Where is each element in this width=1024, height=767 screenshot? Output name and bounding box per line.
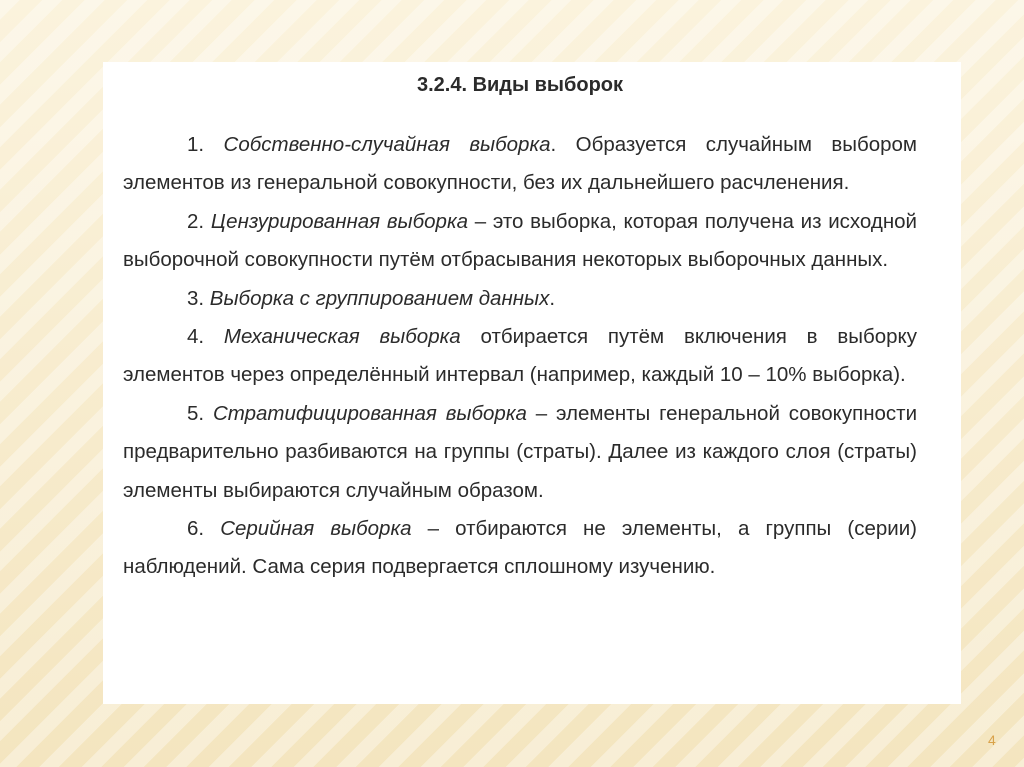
- item-separator: –: [411, 517, 456, 541]
- item-text: элементы генеральной совокупности предварительно разбиваются на группы (страты). Далее из каждого слоя (страты) элементы выбираются случайным образом.: [123, 401, 918, 502]
- paragraph-5: [123, 395, 917, 510]
- item-number: 1.: [187, 133, 224, 156]
- item-separator: .: [549, 286, 556, 310]
- item-number: 2.: [187, 209, 211, 233]
- item-separator: [461, 325, 481, 348]
- item-text: Образуется случайным выбором элементов из генеральной совокупности, без их дальнейшего расчленения.: [123, 133, 917, 195]
- item-text: отбираются не элементы, а группы (серии) наблюдений. Сама серия подвергается сплошному изучению.: [123, 517, 917, 579]
- item-term: Механическая выборка: [223, 325, 461, 349]
- item-separator: –: [526, 401, 556, 425]
- paragraph-4: [123, 318, 917, 395]
- item-number: 5.: [187, 401, 213, 425]
- paragraph-6: [123, 510, 917, 587]
- item-separator: .: [550, 133, 576, 156]
- item-term: Цензурированная выборка: [210, 209, 469, 233]
- item-number: 3.: [187, 286, 210, 310]
- item-term: Стратифицированная выборка: [212, 401, 527, 425]
- document-body: [123, 110, 917, 587]
- item-term: Серийная выборка: [220, 517, 412, 541]
- item-term: Выборка с группированием данных: [209, 286, 550, 310]
- paragraph-3: [123, 280, 917, 318]
- section-title: 3.2.4. Виды выборок: [416, 74, 624, 96]
- item-term: Собственно-случайная выборка: [223, 133, 551, 156]
- document-page: [103, 62, 961, 704]
- paragraph-2: [123, 203, 917, 280]
- item-number: 6.: [187, 517, 221, 541]
- slide-number: 4: [988, 732, 996, 748]
- item-text: это выборка, которая получена из исходной выборочной совокупности путём отбрасывания некоторых выборочных данных.: [123, 209, 917, 272]
- item-number: 4.: [187, 325, 224, 349]
- item-text: отбирается путём включения в выборку элементов через определённый интервал (например, каждый 10 – 10% выборка).: [123, 325, 918, 387]
- item-separator: –: [468, 209, 493, 233]
- paragraph-1: [123, 126, 917, 203]
